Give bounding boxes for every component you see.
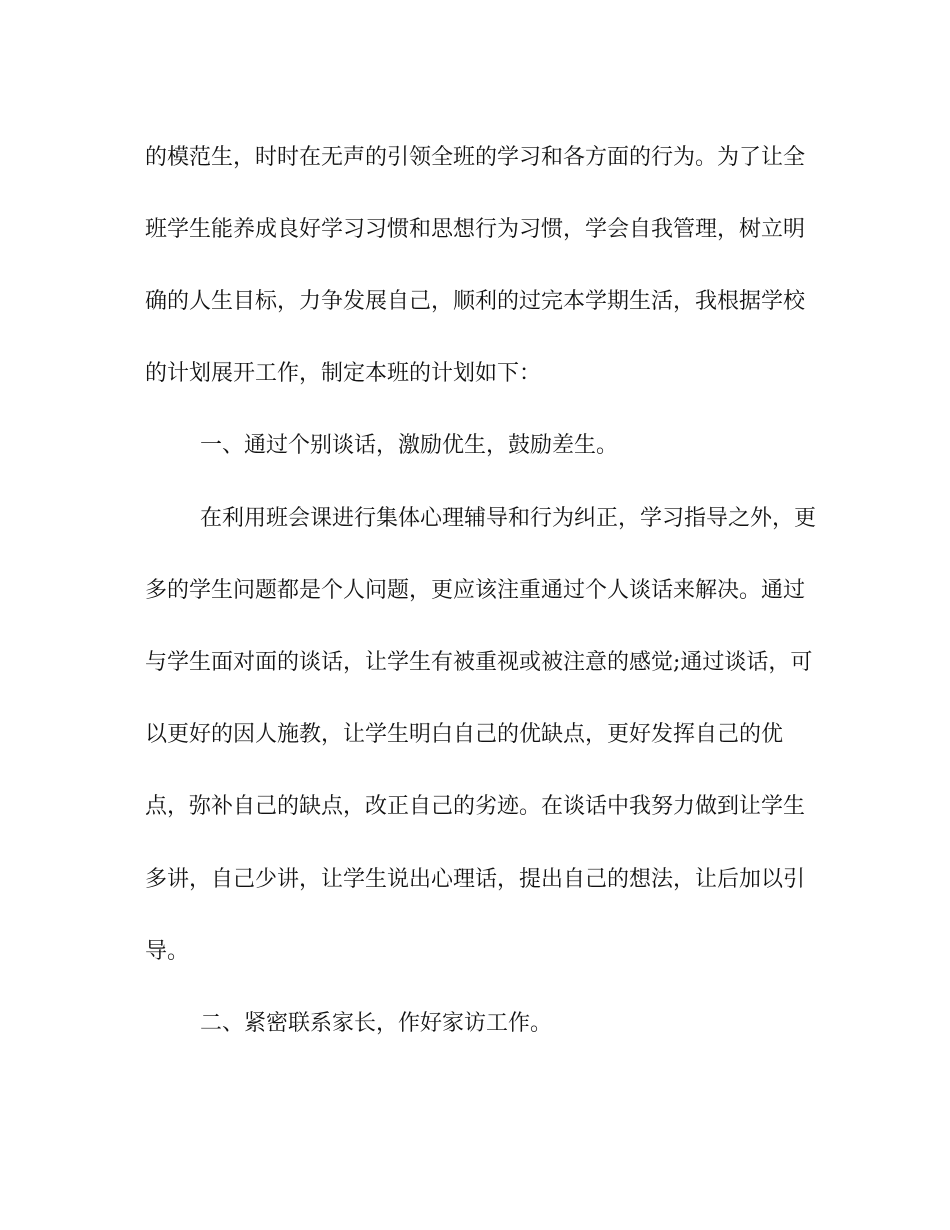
text-line: 班学生能养成良好学习习惯和思想行为习惯，学会自我管理，树立明 [145,217,806,242]
text-line: 的计划展开工作，制定本班的计划如下： [145,361,542,386]
text-line: 与学生面对面的谈话，让学生有被重视或被注意的感觉;通过谈话，可 [145,650,813,675]
text-line: 多的学生问题都是个人问题，更应该注重通过个人谈话来解决。通过 [145,578,806,603]
section-heading: 一、通过个别谈话，激励优生，鼓励差生。 [200,433,619,458]
text-line: 确的人生目标，力争发展自己，顺利的过完本学期生活，我根据学校 [145,289,806,314]
text-line: 以更好的因人施教，让学生明白自己的优缺点，更好发挥自己的优 [145,722,784,747]
text-line: 多讲，自己少讲，让学生说出心理话，提出自己的想法，让后加以引 [145,867,806,892]
text-line: 点，弥补自己的缺点，改正自己的劣迹。在谈话中我努力做到让学生 [145,794,806,819]
section-heading: 二、紧密联系家长，作好家访工作。 [200,1011,553,1036]
text-line: 的模范生，时时在无声的引领全班的学习和各方面的行为。为了让全 [145,145,806,170]
text-line: 导。 [145,939,190,964]
text-line: 在利用班会课进行集体心理辅导和行为纠正，学习指导之外，更 [200,506,817,531]
